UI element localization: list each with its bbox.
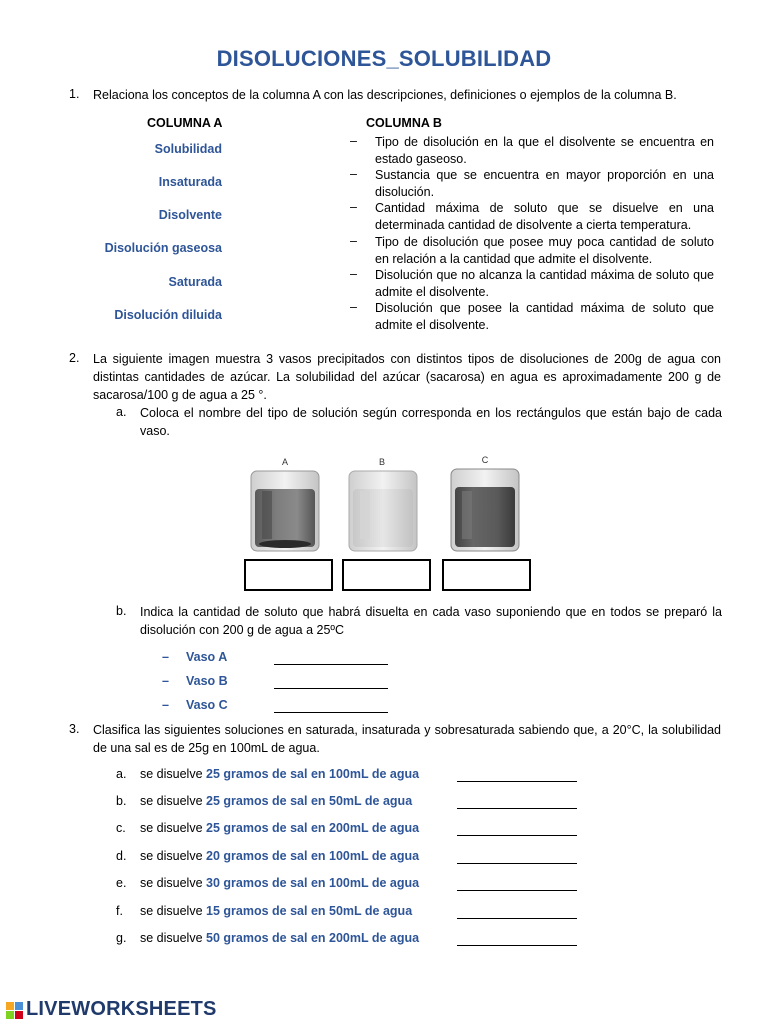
dash: – (162, 650, 169, 664)
q2b-text: Indica la cantidad de soluto que habrá disuelta en cada vaso suponiendo que en todos se preparó la disolución con 200 g de agua a 25ºC (140, 605, 722, 637)
column-b-item[interactable]: Cantidad máxima de soluto que se disuelve en una determinada cantidad de disolvente a cierta temperatura. (375, 201, 714, 232)
q3-item-letter: e. (116, 876, 127, 890)
column-b-header: COLUMNA B (366, 116, 442, 130)
q1-text: Relaciona los conceptos de la columna A con las descripciones, definiciones o ejemplos de la columna B. (93, 88, 677, 102)
q3-answer-field[interactable] (457, 906, 577, 919)
dash: – (350, 267, 357, 281)
answer-box-vaso-a[interactable] (244, 559, 333, 591)
q2-number: 2. (69, 351, 80, 365)
q2b-letter: b. (116, 604, 127, 618)
vaso-a-answer-field[interactable] (274, 652, 388, 665)
q3-answer-field[interactable] (457, 851, 577, 864)
vaso-b-answer-field[interactable] (274, 676, 388, 689)
answer-box-vaso-b[interactable] (342, 559, 431, 591)
q3-item (140, 931, 419, 945)
q3-item (140, 821, 419, 835)
answer-box-vaso-c[interactable] (442, 559, 531, 591)
q3-item (140, 876, 419, 890)
q3-item (140, 794, 412, 808)
page-title: DISOLUCIONES_SOLUBILIDAD (216, 46, 552, 71)
beaker-label: C (481, 455, 489, 465)
column-a-item[interactable]: Disolvente (158, 208, 222, 222)
vaso-label: Vaso A (186, 650, 228, 664)
column-a-item[interactable]: Disolución gaseosa (104, 241, 222, 255)
dash: – (162, 674, 169, 688)
q3-item-detail: 25 gramos de sal en 50mL de agua (206, 794, 413, 808)
vaso-label: Vaso C (186, 698, 228, 712)
q2a-letter: a. (116, 405, 127, 419)
beaker-a-sediment (259, 540, 311, 548)
column-b-item[interactable]: Tipo de disolución que posee muy poca cantidad de soluto en relación a la cantidad que admite el disolvente. (375, 235, 714, 266)
q3-item-prefix: se disuelve (140, 876, 203, 890)
column-a-header: COLUMNA A (147, 116, 223, 130)
column-b-item[interactable]: Tipo de disolución en la que el disolvente se encuentra en estado gaseoso. (375, 135, 714, 166)
q3-item-letter: a. (116, 767, 127, 781)
dash: – (350, 167, 357, 181)
q3-answer-field[interactable] (457, 769, 577, 782)
q3-item-letter: f. (116, 904, 123, 918)
dash: – (350, 300, 357, 314)
q3-item (140, 849, 419, 863)
q3-item-detail: 15 gramos de sal en 50mL de agua (206, 904, 413, 918)
beaker-label: B (378, 457, 386, 467)
q3-item (140, 767, 419, 781)
column-b-item[interactable]: Disolución que posee la cantidad máxima de soluto que admite el disolvente. (375, 301, 714, 332)
q3-number: 3. (69, 722, 80, 736)
q3-item-prefix: se disuelve (140, 904, 203, 918)
column-a-item[interactable]: Saturada (168, 275, 222, 289)
q3-item-detail: 20 gramos de sal en 100mL de agua (206, 849, 420, 863)
column-a-item[interactable]: Solubilidad (154, 142, 222, 156)
q3-item-prefix: se disuelve (140, 794, 203, 808)
vaso-label: Vaso B (186, 674, 228, 688)
column-b-item[interactable]: Sustancia que se encuentra en mayor proporción en una disolución. (375, 168, 714, 199)
q3-item-letter: c. (116, 821, 126, 835)
vaso-c-answer-field[interactable] (274, 700, 388, 713)
q3-item-detail: 50 gramos de sal en 200mL de agua (206, 931, 420, 945)
liveworksheets-brand[interactable]: LIVEWORKSHEETS (26, 998, 217, 1020)
q2-text: La siguiente imagen muestra 3 vasos precipitados con distintos tipos de disoluciones de 200g de agua con distintas cantidades de azúcar. La solubilidad del azúcar (sacarosa) en agua es aproximadamente 200 g de sacarosa/100 g de agua a 25 °. (93, 352, 721, 402)
q3-item-letter: g. (116, 931, 127, 945)
dash: – (350, 134, 357, 148)
q3-item-prefix: se disuelve (140, 931, 203, 945)
q3-item-prefix: se disuelve (140, 767, 203, 781)
q3-item-letter: b. (116, 794, 127, 808)
q3-item-letter: d. (116, 849, 127, 863)
q3-item-detail: 25 gramos de sal en 200mL de agua (206, 821, 420, 835)
dash: – (162, 698, 169, 712)
column-b-item[interactable]: Disolución que no alcanza la cantidad máxima de soluto que admite el disolvente. (375, 268, 714, 299)
q3-item-detail: 30 gramos de sal en 100mL de agua (206, 876, 420, 890)
beakers-image (225, 451, 545, 557)
q3-answer-field[interactable] (457, 823, 577, 836)
dash: – (350, 200, 357, 214)
q3-text: Clasifica las siguientes soluciones en saturada, insaturada y sobresaturada sabiendo que, a 20°C, la solubilidad de una sal es de 25g en 100mL de agua. (93, 723, 721, 755)
beaker-label: A (281, 457, 289, 467)
q3-item (140, 904, 412, 918)
q3-answer-field[interactable] (457, 878, 577, 891)
q2a-text: Coloca el nombre del tipo de solución según corresponda en los rectángulos que están bajo de cada vaso. (140, 406, 722, 438)
dash: – (350, 234, 357, 248)
q3-answer-field[interactable] (457, 796, 577, 809)
column-a-item[interactable]: Insaturada (158, 175, 222, 189)
column-a-item[interactable]: Disolución diluida (114, 308, 222, 322)
q3-answer-field[interactable] (457, 933, 577, 946)
q3-item-prefix: se disuelve (140, 821, 203, 835)
q3-item-prefix: se disuelve (140, 849, 203, 863)
q3-item-detail: 25 gramos de sal en 100mL de agua (206, 767, 420, 781)
q1-number: 1. (69, 87, 80, 101)
